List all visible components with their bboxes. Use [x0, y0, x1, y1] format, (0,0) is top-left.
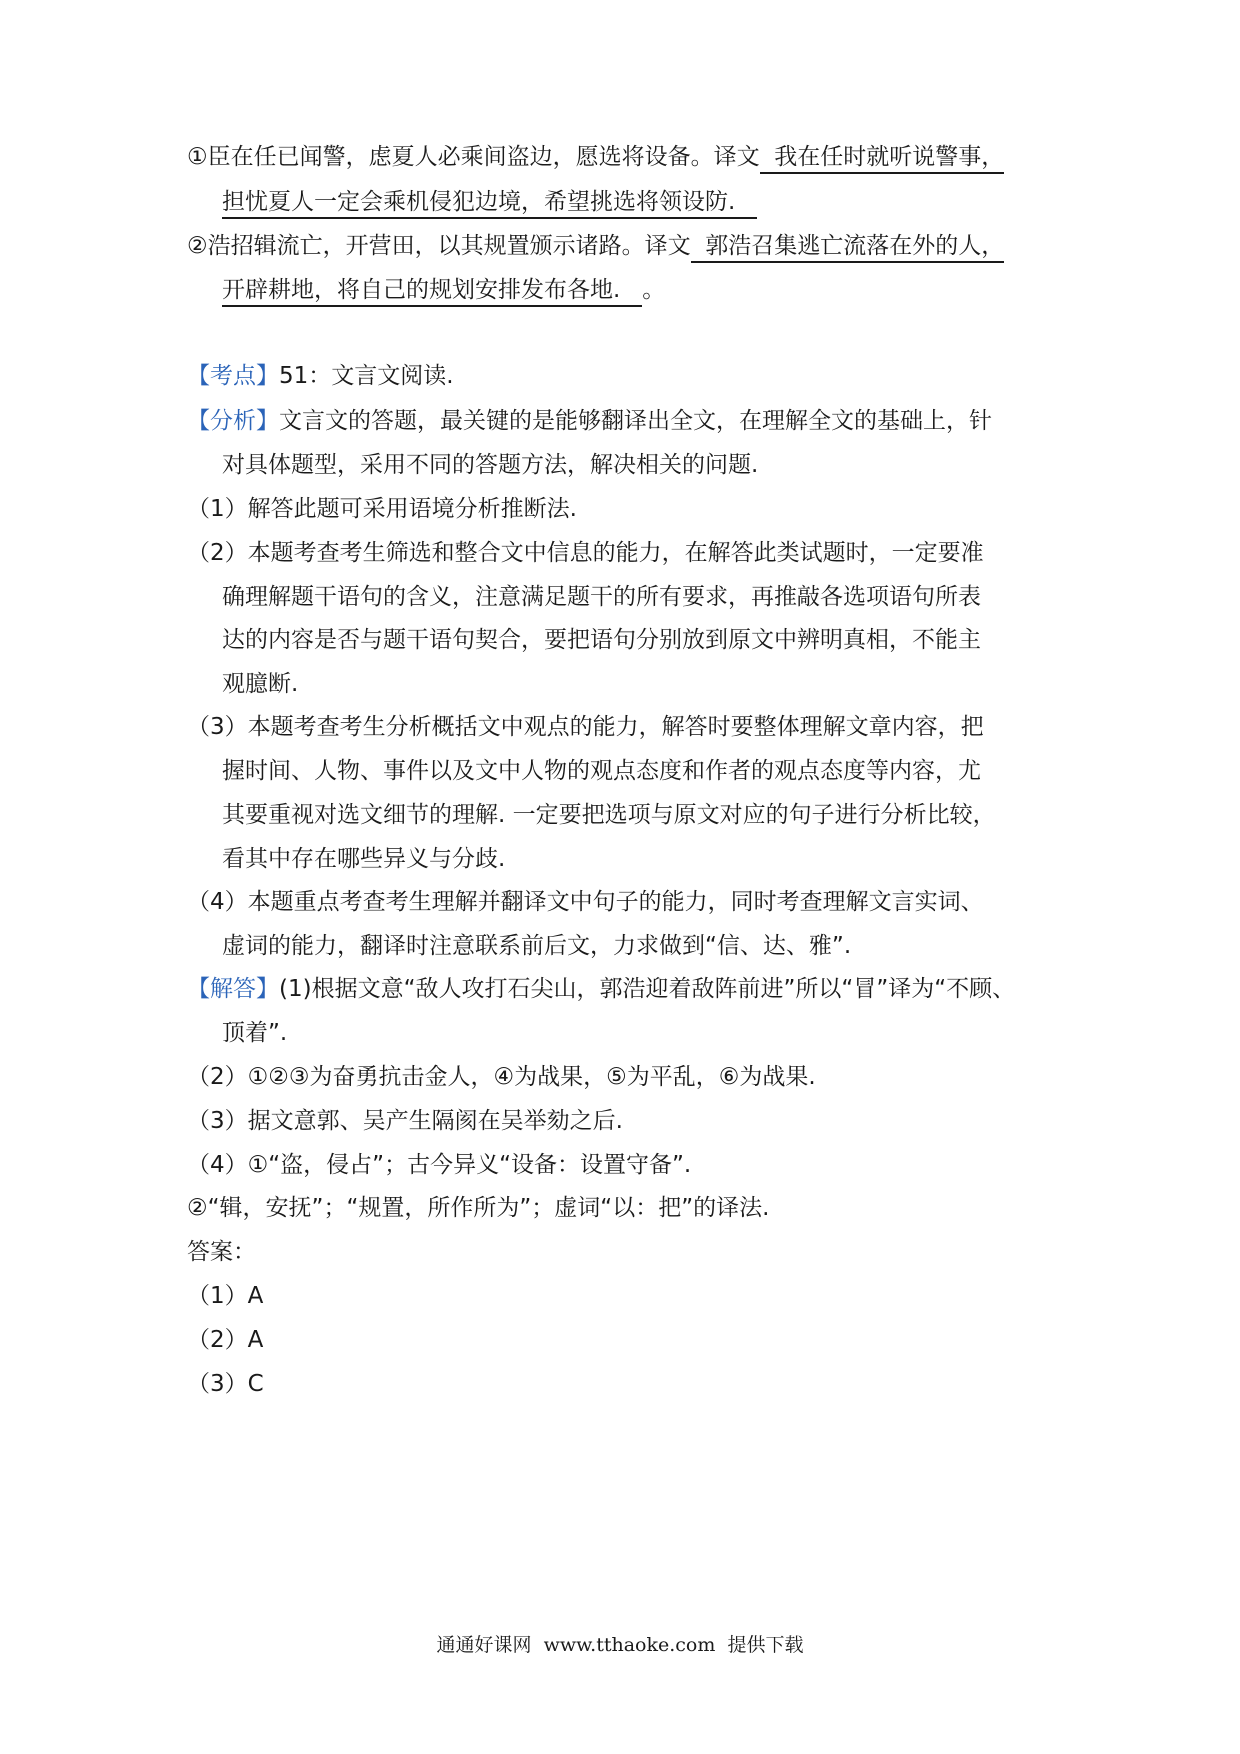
translation-2-answer-part2: 开辟耕地，将自己的规划安排发布各地. — [222, 277, 642, 307]
fenxi-line-2: 对具体题型，采用不同的答题方法，解决相关的问题. — [222, 452, 759, 478]
jieda-text-1: (1)根据文意“敌人攻打石尖山，郭浩迎着敌阵前进”所以“冒”译为“不顾、 — [279, 976, 1016, 1002]
translation-1-sentence: 臣在任已闻警，虑夏人必乘间盗边，愿选将设备。译文 — [207, 144, 760, 170]
translation-2-line-2 — [222, 274, 665, 306]
translation-2-line-1 — [187, 230, 1004, 262]
translation-1-marker: ① — [187, 144, 208, 170]
jieda-line-4: （3）据文意郭、吴产生隔阂在吴举劾之后. — [187, 1108, 623, 1134]
kaodian-text: 51：文言文阅读. — [279, 363, 454, 389]
footer-text: 通通好课网 www.tthaoke.com 提供下载 — [436, 1634, 804, 1656]
kaodian-line — [187, 360, 454, 392]
translation-2-sentence: 浩招辑流亡，开营田，以其规置颁示诸路。译文 — [207, 233, 691, 259]
fenxi-item-3-line-2: 握时间、人物、事件以及文中人物的观点态度和作者的观点态度等内容，尤 — [222, 758, 981, 784]
fenxi-item-3-line-4: 看其中存在哪些异义与分歧. — [222, 846, 506, 872]
jieda-line-2: 顶着”. — [222, 1020, 288, 1046]
answer-2: （2）A — [187, 1327, 264, 1353]
fenxi-item-2-line-4: 观臆断. — [222, 671, 299, 697]
translation-1-answer-part2: 担忧夏人一定会乘机侵犯边境，希望挑选将领设防. — [222, 189, 757, 219]
fenxi-item-4-line-2: 虚词的能力，翻译时注意联系前后文，力求做到“信、达、雅”. — [222, 933, 852, 959]
jieda-tag: 【解答】 — [187, 976, 279, 1002]
translation-1-line-1 — [187, 141, 1004, 173]
translation-1-line-2 — [222, 186, 757, 218]
fenxi-item-1-line-1: （1）解答此题可采用语境分析推断法. — [187, 496, 577, 522]
fenxi-item-3-line-3: 其要重视对选文细节的理解. 一定要把选项与原文对应的句子进行分析比较， — [222, 802, 996, 828]
answers-label: 答案： — [187, 1239, 256, 1265]
translation-2-end-punct: 。 — [642, 277, 666, 303]
translation-1-answer-part1: 我在任时就听说警事， — [760, 144, 1005, 174]
fenxi-item-4-line-1: （4）本题重点考查考生理解并翻译文中句子的能力，同时考查理解文言实词、 — [187, 889, 984, 915]
jieda-line-6: ②“辑，安抚”；“规置，所作所为”；虚词“以：把”的译法. — [187, 1195, 770, 1221]
fenxi-item-3-line-1: （3）本题考查考生分析概括文中观点的能力，解答时要整体理解文章内容，把 — [187, 714, 984, 740]
jieda-line-1 — [187, 973, 1015, 1005]
fenxi-item-2-line-3: 达的内容是否与题干语句契合，要把语句分别放到原文中辨明真相，不能主 — [222, 627, 981, 653]
answer-3: （3）C — [187, 1371, 264, 1397]
kaodian-tag: 【考点】 — [187, 363, 279, 389]
fenxi-item-2-line-1: （2）本题考查考生筛选和整合文中信息的能力，在解答此类试题时，一定要准 — [187, 540, 984, 566]
translation-2-marker: ② — [187, 233, 208, 259]
jieda-line-3: （2）①②③为奋勇抗击金人，④为战果，⑤为平乱，⑥为战果. — [187, 1064, 816, 1090]
answer-1: （1）A — [187, 1283, 264, 1309]
fenxi-tag: 【分析】 — [187, 408, 279, 434]
fenxi-line-1 — [187, 405, 992, 437]
translation-2-answer-part1: 郭浩召集逃亡流落在外的人， — [691, 233, 1005, 263]
fenxi-item-2-line-2: 确理解题干语句的含义，注意满足题干的所有要求，再推敲各选项语句所表 — [222, 584, 981, 610]
fenxi-text-1: 文言文的答题，最关键的是能够翻译出全文，在理解全文的基础上，针 — [279, 408, 992, 434]
jieda-line-5: （4）①“盗，侵占”；古今异义“设备：设置守备”. — [187, 1152, 692, 1178]
